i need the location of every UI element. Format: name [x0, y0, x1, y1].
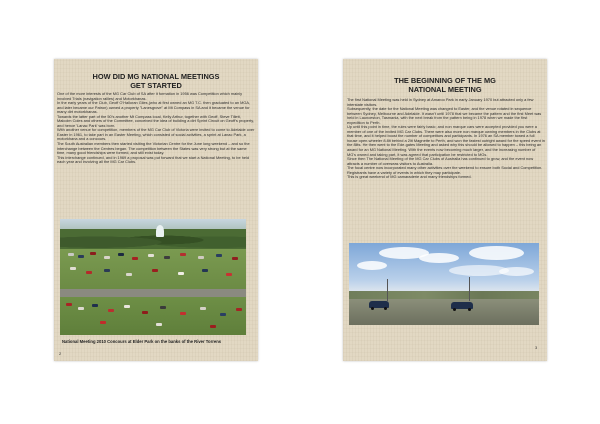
left-title-line2: GET STARTED [130, 80, 182, 90]
mg-roadster-right [451, 302, 473, 309]
right-title-line2: NATIONAL MEETING [408, 84, 482, 94]
photo-caption: National Meeting 2010 Concours at Elder Park on the banks of the River Torrens [62, 339, 222, 344]
right-title-line1: THE BEGINNING OF THE MG [394, 76, 496, 85]
left-title-line1: HOW DID MG NATIONAL MEETINGS [92, 72, 220, 81]
right-page [343, 59, 547, 361]
right-page-number: 3 [535, 345, 538, 350]
right-page-body: The first National Meeting was held in Sydney at Amaroo Park in early January 1970 but attracted only a few interstate visitors. Subsequently, the date for the National Meeting was changed to Easter, and the venue rotated in sequence between Sydney, Melbourne and Adelaide. It wasn't until 1978 that we became the pattern and the first Meet was held in Launceston, Tasmania, with the next break from the pattern being in 1978 when we made the first expedition to Perth. Up until this point in time, the rules were fairly basic; and non marque cars were accepted provided you were a member of one of the invited MG Car Clubs. There were also more non marque owning members in the Clubs at that time, and it helped boost the number of competitors and participants. In 1976 an SA member towed a full house open-wheeler 8.8lt behind a 2lit Magnette to Perth, and won the fastest outright award for the speed event in the 8lits. He then went to the Ede-gates Meeting and asked why this should be allowed to happen – this being an award for an MG National Meeting. With the events now becoming much larger, and the increasing number of MG's owned and taking part, it was agreed that participation be restricted to MGs. Since then The National Meeting of the MG Car Clubs of Australia has continued to grow, and the event now attracts a number of overseas visitors to Australia. The focal centre now incorporated many other activities over the weekend to ensure both Social and Competition. Registrants have a variety of events in which they may participate. This is great weekend of MG camaraderie and many friendships formed. [347, 98, 545, 180]
left-page-number: 2 [59, 351, 62, 356]
left-page-title [58, 73, 254, 90]
concours-photo [60, 219, 246, 335]
mg-cars-photo [349, 243, 539, 325]
right-page-title [347, 77, 543, 94]
mg-roadster-left [369, 301, 389, 308]
left-page-body: One of the more interests of the MG Car Club of SA after it formation in 1956 was Competition which mainly involved Trials (navigation rallies) and Motorkhanas. In the early years of the Club, Geoff O'Halloran Giles,(who at first owned an MG T.C. then graduated to an MGA, and later became our Patron) owned a property "Lanesgrove" at Mt Compass in SA and it became the venue for many dirt motorkhanas. Towards the latter part of the 50's another Mt Compass local, Kelly Arthur, together with Geoff, Steve Tillett, Malcolm Coles and others of the Committee, conceived the idea of building a dirt Sprint Circuit on Geoff's property, and hence 'Lanac Park' was born. With another venue for competition, members of the MG Car Club of Victoria were invited to come to Adelaide over Easter in 1961, to take part in an Easter Meeting, which consisted of social activities, a sprint at Lanac Park, a motorkhana and a concours. The South Australian members then started visiting the Victorian Centre for the June long weekend – and so the interchange between the Centres began. The competition between the States was very strong but at the same time, many good friendships were formed, and still exist today. This interchange continued, and in 1969 a proposal was put forward that we start a National Meeting, to be held each year and involving all the MG Car Clubs. [57, 92, 255, 165]
left-page [54, 59, 258, 361]
fountain [156, 225, 164, 237]
